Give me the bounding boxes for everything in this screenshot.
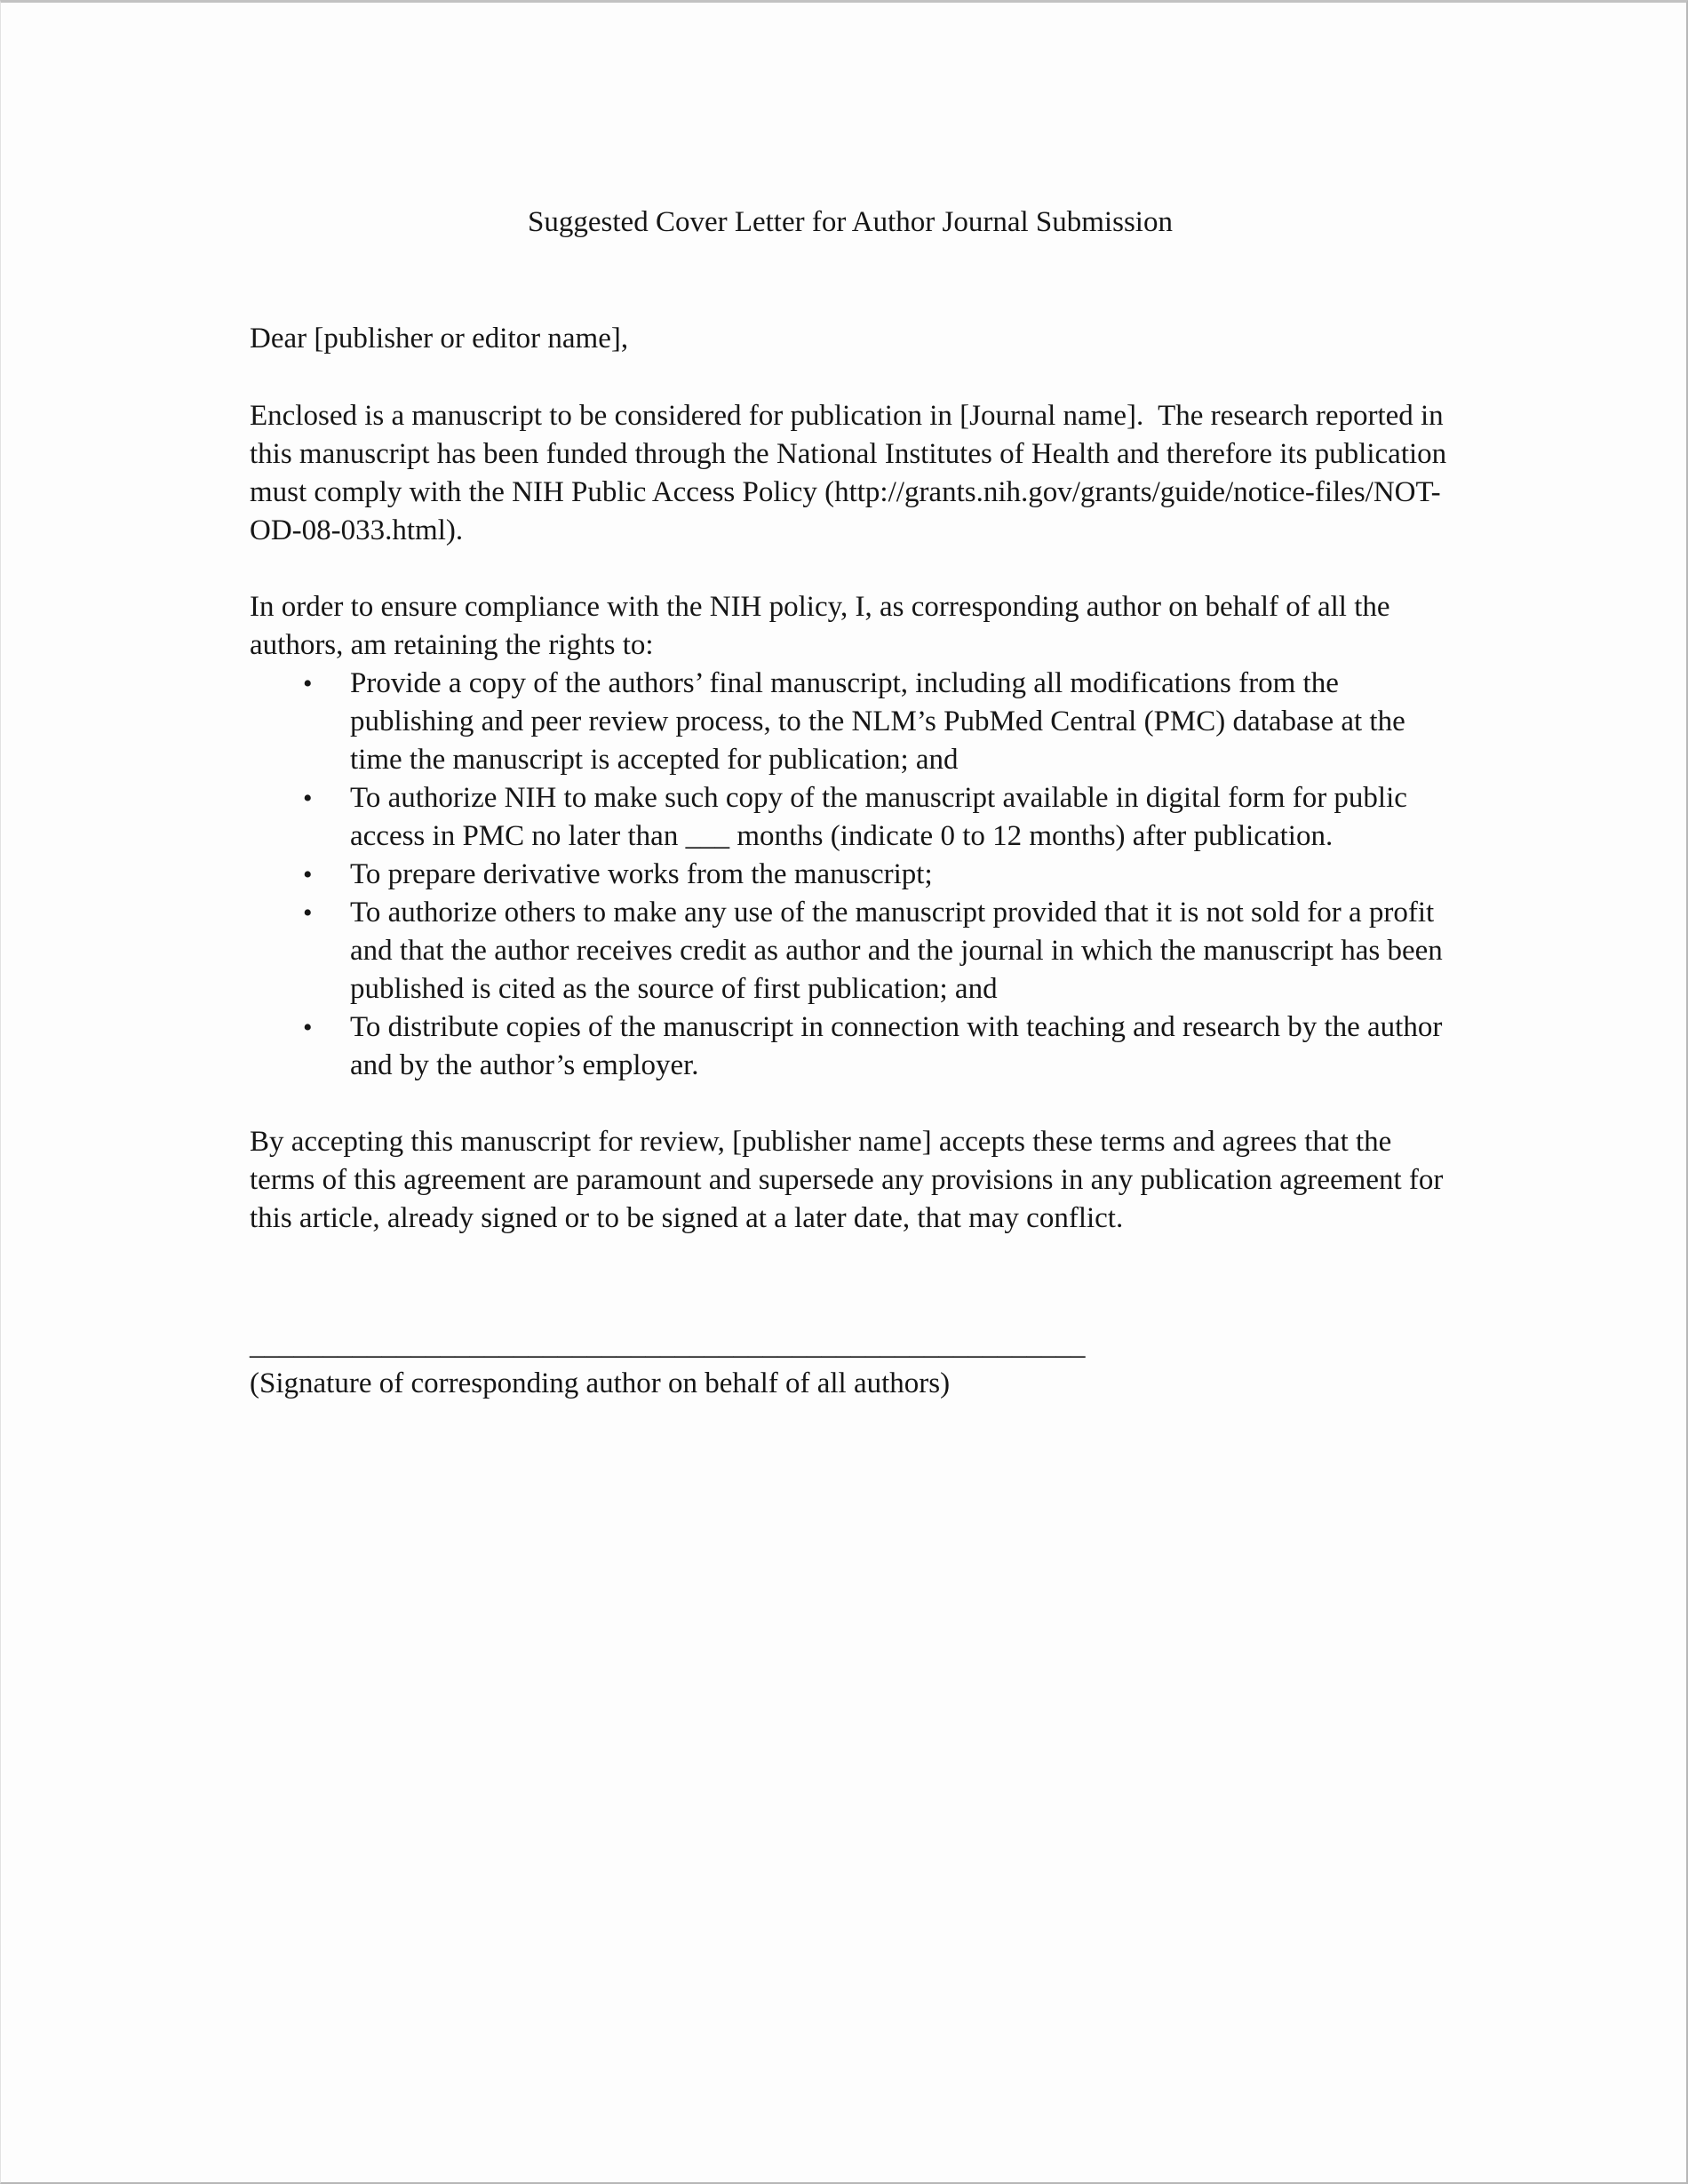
paragraph-enclosed-manuscript: Enclosed is a manuscript to be considered for publication in [Journal name]. The research reported in this manuscript has been funded through the National Institutes of Health and therefore its publication must comply with the NIH Public Access Policy (http://grants.nih.gov/grants/guide/notice-files/NOT-OD-08-033.html). [250, 400, 1454, 546]
paragraph-nih-compliance: In order to ensure compliance with the NIH policy, I, as corresponding author on behalf of all the authors, am retaining the rights to: [250, 591, 1397, 661]
signature-block [250, 1327, 1451, 1403]
salutation: Dear [publisher or editor name], [250, 323, 629, 355]
letter-content [250, 203, 1454, 1403]
bullet-text: To distribute copies of the manuscript in connection with teaching and research by the author and by the author’s employer. [350, 1011, 1450, 1081]
bullet-icon: • [303, 784, 313, 813]
list-item [250, 665, 1451, 779]
bullet-icon: • [303, 669, 313, 698]
bullet-text: Provide a copy of the authors’ final manuscript, including all modifications from the publishing and peer review process, to the NLM’s PubMed Central (PMC) database at the time the manuscript is accepted for publication; and [350, 667, 1413, 776]
paragraph-acceptance-terms: By accepting this manuscript for review, [publisher name] accepts these terms and agrees that the terms of this agreement are paramount and supersede any provisions in any publication agreement for this article, already signed or to be signed at a later date, that may conflict. [250, 1126, 1451, 1234]
bullet-icon: • [303, 1013, 313, 1042]
bullet-icon: • [303, 898, 313, 928]
list-item [250, 856, 1451, 894]
list-item [250, 1008, 1451, 1085]
signature-caption: (Signature of corresponding author on behalf of all authors) [250, 1367, 951, 1399]
bullet-text: To prepare derivative works from the manuscript; [350, 858, 933, 890]
bullet-text: To authorize NIH to make such copy of the manuscript available in digital form for public access in PMC no later than ___ months (indicate 0 to 12 months) after publication. [350, 782, 1415, 852]
document-title: Suggested Cover Letter for Author Journal Submission [528, 206, 1173, 238]
list-item [250, 894, 1451, 1008]
bullet-icon: • [303, 860, 313, 889]
list-item [250, 779, 1451, 856]
signature-line: _________________________________________________________ [250, 1329, 1086, 1361]
bullet-text: To authorize others to make any use of the manuscript provided that it is not sold for a profit and that the author receives credit as author and the journal in which the manuscript has been published is cited as the source of first publication; and [350, 897, 1450, 1005]
rights-bullet-list [250, 665, 1451, 1085]
